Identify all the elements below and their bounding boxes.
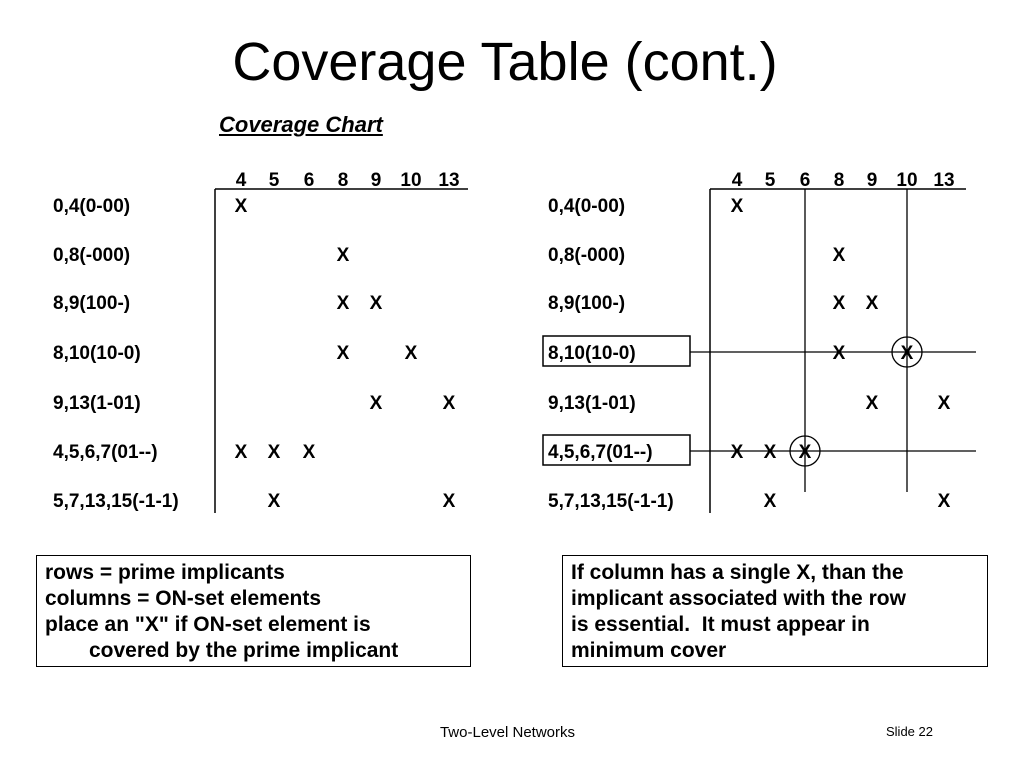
coverage-table-left [53, 170, 468, 513]
column-header: 4 [235, 170, 247, 191]
coverage-mark: X [336, 245, 350, 266]
coverage-mark: X [937, 393, 951, 414]
rule-line: implicant associated with the row [571, 587, 906, 610]
column-header: 8 [833, 170, 845, 191]
coverage-mark: X [865, 293, 879, 314]
coverage-mark: X [763, 491, 777, 512]
column-header: 10 [896, 170, 918, 191]
coverage-mark: X [369, 393, 383, 414]
row-label: 8,9(100-) [548, 293, 626, 314]
row-label: 9,13(1-01) [548, 393, 636, 414]
row-label: 0,4(0-00) [548, 196, 626, 217]
coverage-mark: X [442, 393, 456, 414]
coverage-mark: X [336, 293, 350, 314]
coverage-mark: X [442, 491, 456, 512]
column-header: 9 [370, 170, 382, 191]
column-header: 9 [866, 170, 878, 191]
coverage-mark: X [369, 293, 383, 314]
column-header: 6 [799, 170, 811, 191]
coverage-mark: X [832, 343, 846, 364]
coverage-mark: X [832, 245, 846, 266]
coverage-mark: X [865, 393, 879, 414]
coverage-mark: X [832, 293, 846, 314]
column-header: 13 [933, 170, 955, 191]
definition-line: columns = ON-set elements [45, 587, 322, 610]
coverage-chart-subtitle: Coverage Chart [219, 112, 383, 137]
coverage-table-right [543, 170, 976, 513]
row-label: 5,7,13,15(-1-1) [548, 491, 674, 512]
row-label: 0,8(-000) [53, 245, 131, 266]
row-label: 9,13(1-01) [53, 393, 141, 414]
rule-line: minimum cover [571, 639, 727, 662]
row-label: 8,9(100-) [53, 293, 131, 314]
row-label: 0,8(-000) [548, 245, 626, 266]
column-header: 8 [337, 170, 349, 191]
definition-line: place an "X" if ON-set element is [45, 613, 371, 636]
row-label: 4,5,6,7(01--) [548, 442, 653, 463]
column-header: 6 [303, 170, 315, 191]
column-header: 10 [400, 170, 422, 191]
coverage-mark: X [234, 442, 248, 463]
definition-line: rows = prime implicants [45, 561, 285, 584]
coverage-mark: X [900, 343, 914, 364]
row-label: 8,10(10-0) [53, 343, 141, 364]
coverage-mark: X [404, 343, 418, 364]
rule-line: If column has a single X, than the [571, 561, 904, 584]
definition-line: covered by the prime implicant [89, 639, 399, 662]
row-label: 0,4(0-00) [53, 196, 131, 217]
coverage-mark: X [730, 442, 744, 463]
slide-title: Coverage Table (cont.) [232, 32, 778, 92]
row-label: 8,10(10-0) [548, 343, 636, 364]
column-header: 5 [764, 170, 776, 191]
row-label: 5,7,13,15(-1-1) [53, 491, 179, 512]
slide-number: Slide 22 [886, 724, 933, 739]
coverage-mark: X [937, 491, 951, 512]
coverage-mark: X [336, 343, 350, 364]
row-label: 4,5,6,7(01--) [53, 442, 158, 463]
footer-title: Two-Level Networks [439, 724, 576, 741]
coverage-mark: X [234, 196, 248, 217]
column-header: 13 [438, 170, 460, 191]
essential-rule-box [562, 555, 988, 667]
coverage-mark: X [302, 442, 316, 463]
coverage-mark: X [730, 196, 744, 217]
coverage-mark: X [763, 442, 777, 463]
rule-line: is essential. It must appear in [571, 613, 870, 636]
coverage-mark: X [267, 442, 281, 463]
coverage-mark: X [267, 491, 281, 512]
definition-box [36, 555, 471, 667]
column-header: 5 [268, 170, 280, 191]
coverage-mark: X [798, 442, 812, 463]
column-header: 4 [731, 170, 743, 191]
